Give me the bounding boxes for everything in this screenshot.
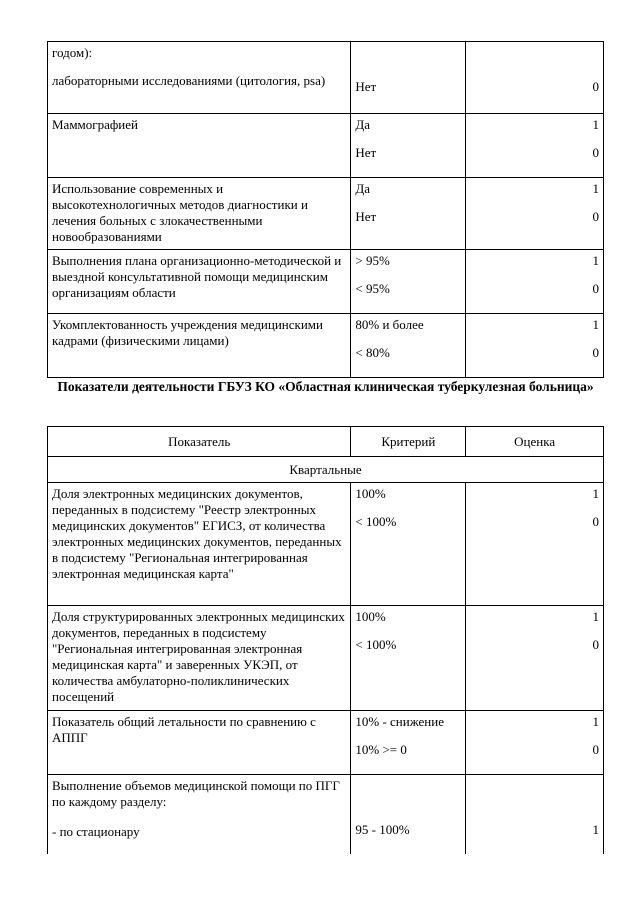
score-cell [466, 775, 604, 855]
indicator-cell: Доля структурированных электронных медицинских документов, переданных в подсистему "Региональная интегрированная электронная медицинская карта" и заверенных УКЭП, от количества амбулаторно-поликлинических посещений [48, 606, 351, 711]
score-value: 0 [592, 145, 599, 160]
score-value: 0 [592, 742, 599, 757]
score-value: 1 [592, 317, 599, 332]
criteria-value: Да [355, 181, 370, 196]
criteria-value: 100% [355, 609, 386, 624]
criteria-value: 80% и более [355, 317, 424, 332]
period-row [48, 457, 604, 483]
table-row [48, 483, 604, 606]
table-row [48, 606, 604, 711]
indicator-cell [48, 314, 351, 378]
criteria-value: 100% [355, 486, 386, 501]
indicator-text: Выполнение объемов медицинской помощи по ПГГ по каждому разделу: [52, 778, 340, 809]
criteria-value: < 95% [355, 281, 390, 296]
indicator-text: Использование современных и высокотехнологичных методов диагностики и лечения больных с злокачественными новообразованиями [52, 181, 308, 244]
criteria-value: 10% >= 0 [355, 742, 407, 757]
indicator-cell: Доля электронных медицинских документов, переданных в подсистему "Реестр электронных медицинских документов" ЕГИСЗ, от количества электронных медицинских документов, переданных в подсистему "Региональная интегрированная электронная медицинская карта" [48, 483, 351, 606]
indicator-text: Маммографией [52, 117, 138, 132]
criteria-value: < 100% [355, 637, 397, 652]
score-cell [466, 114, 604, 178]
criteria-value: 95 - 100% [355, 822, 410, 837]
period-label: Квартальные [48, 457, 604, 483]
indicator-cell [48, 42, 351, 114]
criteria-cell [351, 606, 466, 711]
indicator-cell [48, 178, 351, 250]
criteria-cell [351, 42, 466, 114]
criteria-value: > 95% [355, 253, 390, 268]
criteria-cell [351, 314, 466, 378]
score-cell [466, 178, 604, 250]
indicator-text: годом): [52, 45, 93, 60]
criteria-value: < 80% [355, 345, 390, 360]
score-value: 0 [592, 209, 599, 224]
score-value: 1 [592, 253, 599, 268]
score-value: 1 [592, 822, 599, 837]
score-value: 0 [592, 514, 599, 529]
score-value: 1 [592, 714, 599, 729]
indicator-cell [48, 114, 351, 178]
criteria-value: < 100% [355, 514, 397, 529]
table-row [48, 711, 604, 775]
indicator-text: Выполнения плана организационно-методической и выездной консультативной помощи медицинским организациям области [52, 253, 342, 300]
section-title: Показатели деятельности ГБУЗ КО «Областная клиническая туберкулезная больница» [57, 379, 594, 394]
table-row [48, 178, 604, 250]
tuberculosis-hospital-indicators-table [47, 426, 604, 854]
table-row [48, 250, 604, 314]
criteria-cell [351, 178, 466, 250]
score-value: 1 [592, 181, 599, 196]
indicator-cell: Показатель общий летальности по сравнению с АППГ [48, 711, 351, 775]
score-value: 1 [592, 486, 599, 501]
column-header-criteria: Критерий [351, 427, 466, 457]
score-cell [466, 314, 604, 378]
criteria-cell [351, 114, 466, 178]
criteria-cell [351, 483, 466, 606]
table-header-row [48, 427, 604, 457]
table-row [48, 314, 604, 378]
criteria-value: Нет [355, 79, 377, 94]
table-row [48, 114, 604, 178]
table-row [48, 775, 604, 855]
score-value: 0 [592, 637, 599, 652]
criteria-value: Да [355, 117, 370, 132]
score-value: 0 [592, 345, 599, 360]
table-row [48, 42, 604, 114]
indicator-cell [48, 775, 351, 855]
score-cell [466, 606, 604, 711]
score-cell [466, 42, 604, 114]
indicator-text: Укомплектованность учреждения медицинскими кадрами (физическими лицами) [52, 317, 323, 348]
indicator-cell [48, 250, 351, 314]
score-value: 0 [592, 281, 599, 296]
criteria-table-continued [47, 41, 604, 378]
criteria-cell [351, 775, 466, 855]
criteria-value: Нет [355, 209, 377, 224]
indicator-text: лабораторными исследованиями (цитология, psa) [52, 73, 326, 88]
criteria-value: Нет [355, 145, 377, 160]
criteria-value: 10% - снижение [355, 714, 444, 729]
indicator-sub-label: - по стационару [52, 824, 140, 839]
column-header-score: Оценка [466, 427, 604, 457]
score-value: 0 [592, 79, 599, 94]
criteria-cell [351, 711, 466, 775]
score-cell [466, 250, 604, 314]
score-cell [466, 483, 604, 606]
score-value: 1 [592, 609, 599, 624]
criteria-cell [351, 250, 466, 314]
column-header-indicator: Показатель [48, 427, 351, 457]
score-cell [466, 711, 604, 775]
score-value: 1 [592, 117, 599, 132]
